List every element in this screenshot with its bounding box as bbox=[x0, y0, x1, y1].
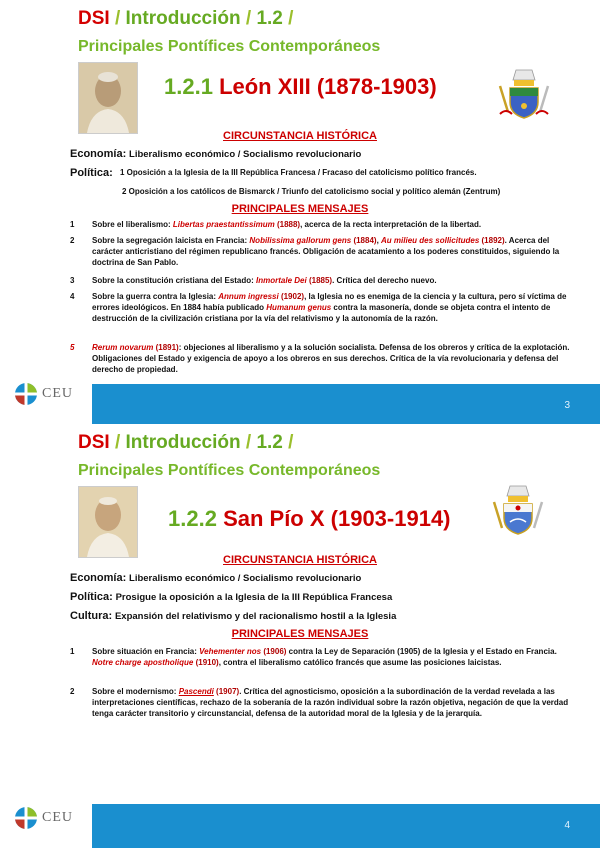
breadcrumb-section: 1.2 bbox=[256, 432, 283, 453]
message-item bbox=[70, 646, 575, 668]
encyclical-year: (1906) bbox=[261, 647, 287, 656]
encyclical-title: Au milieu des sollicitudes bbox=[381, 236, 480, 245]
footer-bar bbox=[92, 384, 600, 424]
message-text: , contra el liberalismo católico francés que asume las posiciones laicistas. bbox=[218, 658, 502, 667]
breadcrumb-intro: Introducción bbox=[125, 432, 241, 453]
encyclical-year: (1907) bbox=[213, 687, 240, 696]
politics-label: Política: bbox=[70, 167, 113, 179]
breadcrumb-sep: / bbox=[109, 8, 126, 29]
breadcrumb-sep: / bbox=[282, 432, 294, 453]
footer-bar bbox=[92, 804, 600, 848]
economy-row bbox=[70, 572, 361, 584]
breadcrumb-intro: Introducción bbox=[125, 8, 241, 29]
message-item bbox=[70, 342, 575, 375]
message-text: Sobre la constitución cristiana del Estado: bbox=[92, 276, 257, 285]
message-text: Sobre la segregación laicista en Francia: bbox=[92, 236, 250, 245]
message-number: 1 bbox=[70, 647, 75, 656]
message-text: , la Iglesia no es enemiga de la ciencia y la cultura, pero sí víctima de errores ideológicos. En 1884 había publicado bbox=[92, 292, 567, 312]
message-text: Sobre el modernismo: bbox=[92, 687, 179, 696]
title-name: San Pío X (1903-1914) bbox=[223, 506, 451, 531]
encyclical-title: Pascendi bbox=[178, 687, 214, 696]
encyclical-title: Vehementer nos bbox=[199, 647, 262, 656]
culture-row bbox=[70, 610, 396, 622]
message-number: 3 bbox=[70, 276, 75, 285]
politics-value: Prosigue la oposición a la Iglesia de la III República Francesa bbox=[115, 592, 393, 603]
ceu-cross-icon bbox=[14, 382, 38, 406]
ceu-logo-text: CEU bbox=[42, 810, 73, 826]
encyclical-year: (1888) bbox=[274, 220, 301, 229]
message-text: Sobre la guerra contra la Iglesia: bbox=[92, 292, 219, 301]
culture-label: Cultura: bbox=[70, 610, 113, 622]
ceu-logo bbox=[14, 806, 73, 830]
economy-value: Liberalismo económico / Socialismo revolucionario bbox=[129, 149, 362, 160]
slide-subtitle: Principales Pontífices Contemporáneos bbox=[78, 38, 381, 55]
economy-value: Liberalismo económico / Socialismo revolucionario bbox=[129, 573, 362, 584]
ceu-logo-text: CEU bbox=[42, 386, 73, 402]
circumstance-heading: CIRCUNSTANCIA HISTÓRICA bbox=[223, 130, 377, 142]
circumstance-heading: CIRCUNSTANCIA HISTÓRICA bbox=[223, 554, 377, 566]
message-text: . Acerca del carácter anticristiano del régimen republicano francés. Obligación de acatamiento a los poderes constituidos, siguiendo la doctrina de San Pablo. bbox=[92, 236, 560, 267]
encyclical-year: (1891) bbox=[153, 343, 179, 352]
page-number: 3 bbox=[564, 400, 570, 411]
message-text: contra la masonería, donde se objeta contra el intento de destrucción de la civilización cristiana por la vía del relativismo y la autonomía de la razón. bbox=[92, 303, 551, 323]
ceu-cross-icon bbox=[14, 806, 38, 830]
breadcrumb-dsi: DSI bbox=[78, 432, 110, 453]
title-number: 1.2.1 bbox=[164, 74, 213, 99]
economy-label: Economía: bbox=[70, 572, 127, 584]
encyclical-title: Nobilissima gallorum gens bbox=[249, 236, 352, 245]
encyclical-year: (1885) bbox=[306, 276, 333, 285]
breadcrumb-sep: / bbox=[109, 432, 126, 453]
slide-subtitle: Principales Pontífices Contemporáneos bbox=[78, 462, 381, 479]
politics-item: 1 Oposición a la Iglesia de la III República Francesa / Fracaso del catolicismo político francés. bbox=[120, 168, 477, 177]
breadcrumb-sep: / bbox=[282, 8, 294, 29]
portrait-pius-x bbox=[78, 486, 138, 558]
portrait-leo-xiii bbox=[78, 62, 138, 134]
papal-coat-of-arms-icon bbox=[490, 482, 546, 538]
breadcrumb bbox=[78, 8, 293, 30]
message-number: 4 bbox=[70, 292, 75, 301]
breadcrumb-sep: / bbox=[240, 432, 257, 453]
encyclical-title: Notre charge apostholique bbox=[92, 658, 194, 667]
encyclical-title: Humanum genus bbox=[266, 303, 332, 312]
title-number: 1.2.2 bbox=[168, 506, 217, 531]
breadcrumb-sep: / bbox=[240, 8, 257, 29]
message-item bbox=[70, 291, 575, 324]
papal-coat-of-arms-icon bbox=[496, 66, 552, 122]
breadcrumb-section: 1.2 bbox=[256, 8, 283, 29]
economy-row bbox=[70, 148, 361, 160]
message-number: 2 bbox=[70, 687, 75, 696]
encyclical-title: Annum ingressi bbox=[218, 292, 279, 301]
messages-heading: PRINCIPALES MENSAJES bbox=[231, 203, 369, 215]
encyclical-year: (1902) bbox=[278, 292, 305, 301]
encyclical-title: Inmortale Dei bbox=[256, 276, 307, 285]
message-item bbox=[70, 219, 575, 230]
message-number: 1 bbox=[70, 220, 75, 229]
page-number: 4 bbox=[564, 820, 570, 831]
messages-heading: PRINCIPALES MENSAJES bbox=[231, 628, 369, 640]
message-number: 5 bbox=[70, 343, 75, 352]
slide-4 bbox=[0, 424, 600, 848]
encyclical-title: Libertas praestantissimum bbox=[172, 220, 275, 229]
message-text: Sobre el liberalismo: bbox=[92, 220, 173, 229]
message-item bbox=[70, 235, 575, 268]
politics-item: 2 Oposición a los católicos de Bismarck / Triunfo del catolicismo social y político alemán (Zentrum) bbox=[122, 187, 501, 196]
message-text: , acerca de la recta interpretación de la libertad. bbox=[300, 220, 482, 229]
message-text: . Crítica del derecho nuevo. bbox=[332, 276, 437, 285]
message-text: . Crítica del agnosticismo, oposición a la subordinación de la verdad revelada a las interpretaciones científicas, rechazo de la soberanía de la razón individual sobre la razón objetiva, negación de que la verdad tenga carácter transitorio y circunstancial, defensa de la autoridad moral de la Iglesia y de la jerarquía. bbox=[92, 687, 569, 718]
title-name: León XIII (1878-1903) bbox=[219, 74, 437, 99]
breadcrumb-dsi: DSI bbox=[78, 8, 110, 29]
encyclical-year: (1892) bbox=[479, 236, 505, 245]
encyclical-year: (1910) bbox=[193, 658, 219, 667]
message-text: contra la Ley de Separación (1905) de la Iglesia y el Estado en Francia. bbox=[286, 647, 557, 656]
message-number: 2 bbox=[70, 236, 75, 245]
economy-label: Economía: bbox=[70, 148, 127, 160]
message-text: Sobre situación en Francia: bbox=[92, 647, 200, 656]
politics-row bbox=[70, 591, 392, 603]
pope-title bbox=[168, 506, 451, 532]
message-text: : objeciones al liberalismo y a la solución socialista. Defensa de los obreros y crítica de la explotación. Obligaciones del Estado y exigencia de apoyo a los obreros en sus derechos. Crítica de la vía revolucionaria y defensa del derecho de propiedad. bbox=[92, 343, 570, 374]
politics-label: Política: bbox=[70, 591, 113, 603]
pope-title bbox=[164, 74, 437, 100]
message-text: , bbox=[376, 236, 382, 245]
breadcrumb bbox=[78, 432, 293, 454]
encyclical-year: (1884) bbox=[351, 236, 377, 245]
ceu-logo bbox=[14, 382, 73, 406]
encyclical-title: Rerum novarum bbox=[92, 343, 154, 352]
message-item bbox=[70, 275, 575, 286]
culture-value: Expansión del relativismo y del racionalismo hostil a la Iglesia bbox=[114, 611, 397, 622]
message-item bbox=[70, 686, 575, 719]
politics-row bbox=[70, 167, 113, 179]
